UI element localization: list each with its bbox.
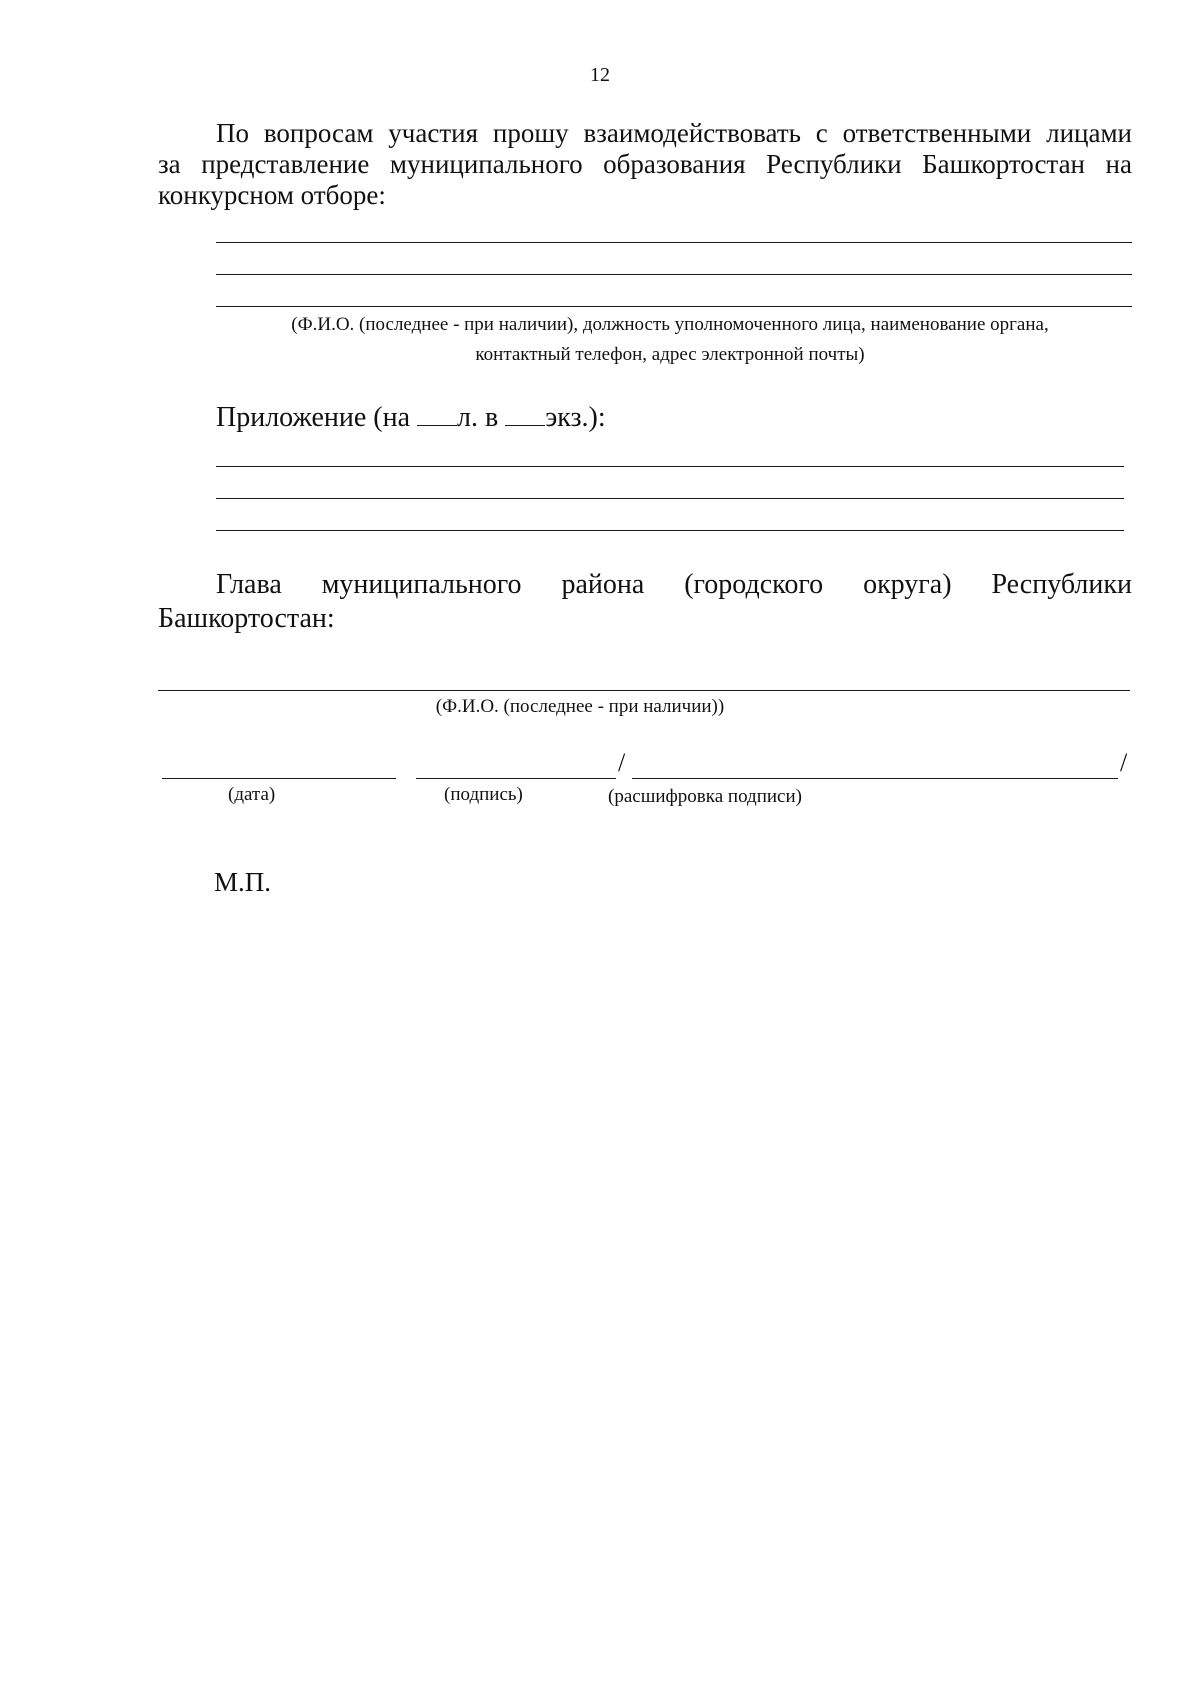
appendix-fill-line-2[interactable] (216, 498, 1124, 499)
head-word-2: муниципального (321, 569, 522, 600)
head-word-4: (городского (684, 569, 824, 600)
appendix-fill-line-1[interactable] (216, 466, 1124, 467)
head-title-line-2: Башкортостан: (158, 603, 335, 634)
appendix-middle: л. в (457, 402, 499, 433)
date-label: (дата) (228, 784, 276, 805)
intro-paragraph (158, 118, 1132, 211)
appendix-fill-line-3[interactable] (216, 530, 1124, 531)
decode-fill-line[interactable] (632, 778, 1118, 779)
head-word-6: Республики (991, 569, 1132, 600)
contact-fill-line-1[interactable] (216, 242, 1132, 243)
head-title (158, 568, 1132, 636)
stamp-place: М.П. (214, 867, 272, 897)
intro-line-3: конкурсном отборе: (158, 180, 386, 210)
signature-fill-line[interactable] (416, 778, 616, 779)
signature-slash-left: / (618, 748, 626, 777)
appendix-copies-blank[interactable] (505, 403, 545, 426)
appendix-prefix: Приложение (на (216, 402, 411, 433)
date-fill-line[interactable] (162, 778, 396, 779)
head-name-fill-line[interactable] (158, 690, 1130, 691)
head-word-5: округа) (863, 569, 952, 600)
appendix-suffix: экз.): (545, 402, 606, 433)
contact-fill-line-2[interactable] (216, 274, 1132, 275)
appendix-line (216, 402, 606, 434)
contact-caption (200, 310, 1140, 370)
head-word-3: района (561, 569, 645, 600)
head-title-line-1 (158, 568, 1132, 602)
page-number: 12 (590, 64, 610, 86)
decode-label: (расшифровка подписи) (608, 786, 802, 807)
contact-caption-line-2: контактный телефон, адрес электронной почты) (475, 344, 865, 365)
signature-label: (подпись) (444, 784, 523, 805)
contact-fill-line-3[interactable] (216, 306, 1132, 307)
head-name-caption: (Ф.И.О. (последнее - при наличии)) (435, 696, 725, 717)
head-word-1: Глава (216, 569, 282, 600)
appendix-sheets-blank[interactable] (417, 403, 457, 426)
signature-slash-right: / (1120, 748, 1128, 777)
intro-line-1: По вопросам участия прошу взаимодействовать с ответственными лицами (216, 118, 1132, 148)
contact-caption-line-1: (Ф.И.О. (последнее - при наличии), должность уполномоченного лица, наименование органа, (291, 314, 1049, 335)
intro-line-2: за представление муниципального образования Республики Башкортостан на (158, 149, 1132, 179)
